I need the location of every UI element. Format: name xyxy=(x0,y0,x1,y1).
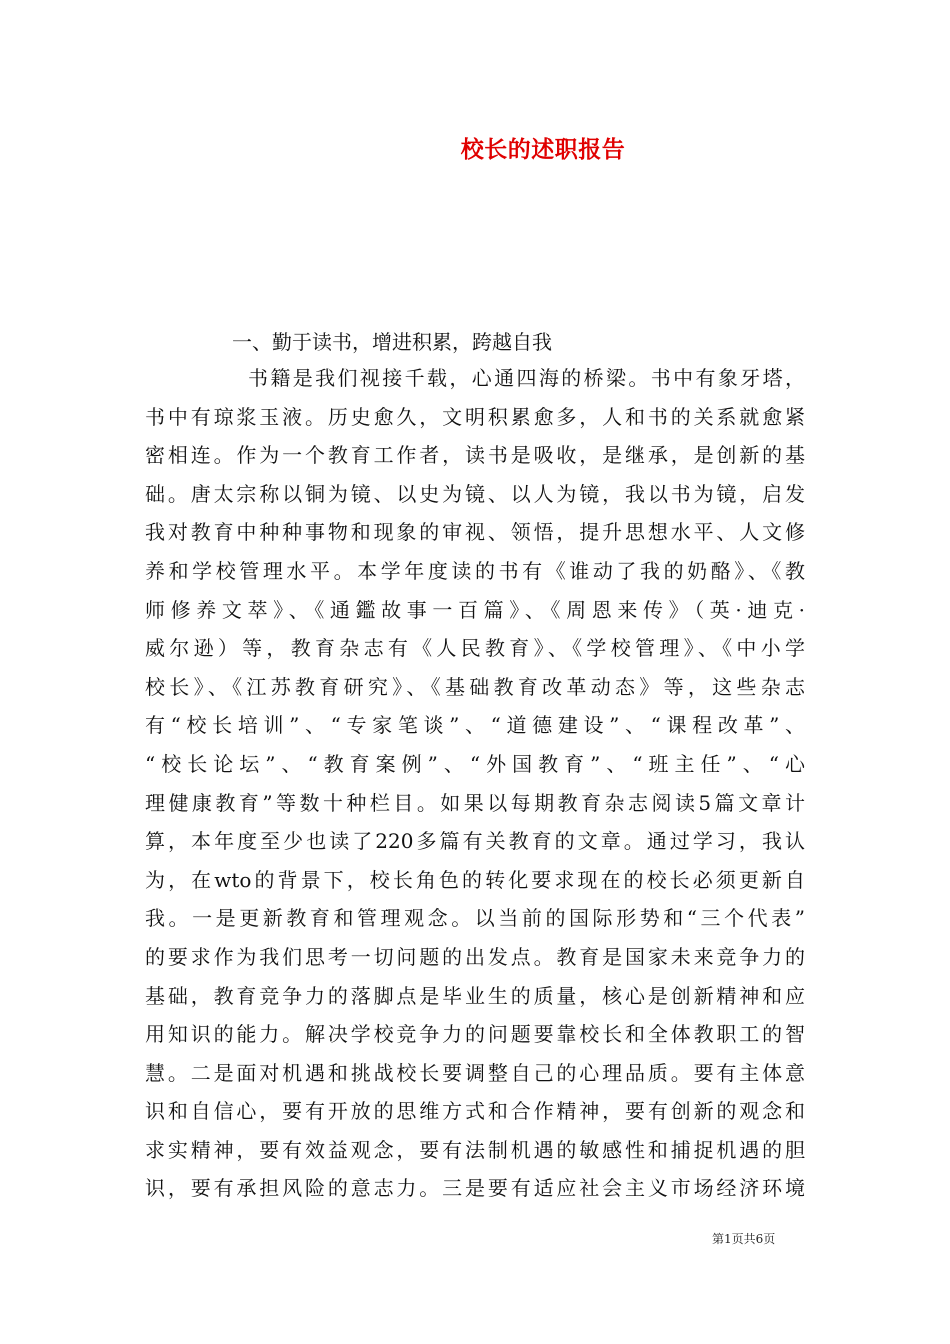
paragraph-line: 我。一是更新教育和管理观念。以当前的国际形势和“三个代表” xyxy=(145,906,805,931)
paragraph-line: 础。唐太宗称以铜为镜、以史为镜、以人为镜，我以书为镜，启发 xyxy=(145,481,805,506)
body-paragraph xyxy=(145,359,805,1208)
paragraph-line: 书籍是我们视接千载，心通四海的桥梁。书中有象牙塔， xyxy=(248,366,805,390)
document-title: 校长的述职报告 xyxy=(460,136,626,163)
paragraph-line: 密相连。作为一个教育工作者，读书是吸收，是继承，是创新的基 xyxy=(145,443,805,468)
paragraph-line: 为，在wto的背景下，校长角色的转化要求现在的校长必须更新自 xyxy=(145,867,805,892)
section-heading: 一、勤于读书，增进积累，跨越自我 xyxy=(232,330,552,354)
paragraph-line: 校长》、《江苏教育研究》、《基础教育改革动态》等，这些杂志 xyxy=(145,674,805,699)
paragraph-line: 的要求作为我们思考一切问题的出发点。教育是国家未来竞争力的 xyxy=(145,944,805,969)
paragraph-line: 有“校长培训”、“专家笔谈”、“道德建设”、“课程改革”、 xyxy=(145,713,805,738)
paragraph-line: 识和自信心，要有开放的思维方式和合作精神，要有创新的观念和 xyxy=(145,1099,805,1124)
paragraph-line: “校长论坛”、“教育案例”、“外国教育”、“班主任”、“心 xyxy=(145,751,805,776)
paragraph-line: 理健康教育”等数十种栏目。如果以每期教育杂志阅读5篇文章计 xyxy=(145,790,805,815)
paragraph-line: 求实精神，要有效益观念，要有法制机遇的敏感性和捕捉机遇的胆 xyxy=(145,1137,805,1162)
paragraph-line: 慧。二是面对机遇和挑战校长要调整自己的心理品质。要有主体意 xyxy=(145,1060,805,1085)
paragraph-line: 基础，教育竞争力的落脚点是毕业生的质量，核心是创新精神和应 xyxy=(145,983,805,1008)
paragraph-line: 威尔逊）等，教育杂志有《人民教育》、《学校管理》、《中小学 xyxy=(145,636,805,661)
paragraph-line: 养和学校管理水平。本学年度读的书有《谁动了我的奶酪》、《教 xyxy=(145,558,805,583)
paragraph-line: 用知识的能力。解决学校竞争力的问题要靠校长和全体教职工的智 xyxy=(145,1022,805,1047)
paragraph-line: 我对教育中种种事物和现象的审视、领悟，提升思想水平、人文修 xyxy=(145,520,805,545)
paragraph-line: 师修养文萃》、《通鑑故事一百篇》、《周恩来传》（英·迪克· xyxy=(145,597,805,622)
paragraph-line: 算，本年度至少也读了220多篇有关教育的文章。通过学习，我认 xyxy=(145,829,805,854)
paragraph-line: 书中有琼浆玉液。历史愈久，文明积累愈多，人和书的关系就愈紧 xyxy=(145,404,805,429)
paragraph-line: 识，要有承担风险的意志力。三是要有适应社会主义市场经济环境 xyxy=(145,1176,805,1201)
page-number: 第1页共6页 xyxy=(712,1232,776,1246)
